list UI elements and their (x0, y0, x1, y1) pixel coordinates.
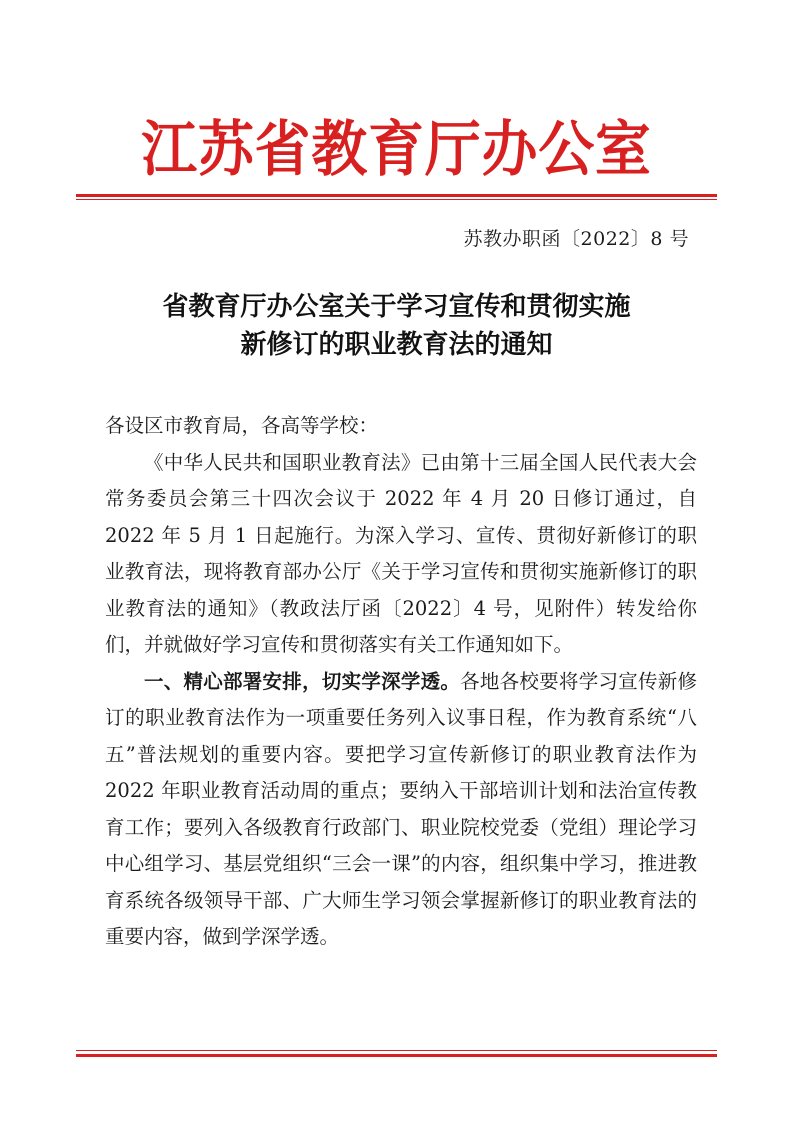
paragraph-section-1 (105, 664, 697, 956)
salutation: 各设区市教育局，各高等学校： (105, 414, 379, 437)
document-body (105, 408, 697, 956)
document-title (0, 288, 793, 364)
header-rule-thin (76, 199, 717, 200)
footer-rule-thin (76, 1050, 717, 1051)
paragraph-intro: 《中华人民共和国职业教育法》已由第十三届全国人民代表大会常务委员会第三十四次会议于 2022 年 4 月 20 日修订通过，自 2022 年 5 月 1 日起施行。为深入学习、宣传、贯彻好新修订的职业教育法，现将教育部办公厅《关于学习宣传和贯彻实施新修订的职业教育法的通知》（教政法厅函〔2022〕4 号，见附件）转发给你们，并就做好学习宣传和贯彻落实有关工作通知如下。 (105, 450, 697, 656)
document-number: 苏教办职函〔2022〕8 号 (463, 228, 689, 250)
document-title-line-1: 省教育厅办公室关于学习宣传和贯彻实施 (162, 292, 631, 322)
header-rule-thick (76, 194, 717, 197)
section-1-text: 各地各校要将学习宣传新修订的职业教育法作为一项重要任务列入议事日程，作为教育系统“八五”普法规划的重要内容。要把学习宣传新修订的职业教育法作为 2022 年职业教育活动周的重点；要纳入干部培训计划和法治宣传教育工作；要列入各级教育行政部门、职业院校党委（党组）理论学习中心组学习、基层党组织“三会一课”的内容，组织集中学习，推进教育系统各级领导干部、广大师生学习领会掌握新修订的职业教育法的重要内容，做到学深学透。 (105, 669, 697, 948)
document-title-line-2: 新修订的职业教育法的通知 (240, 330, 553, 360)
footer-rule-thick (76, 1054, 717, 1057)
issuing-agency-header: 江苏省教育厅办公室 (141, 115, 652, 185)
section-1-heading: 一、精心部署安排，切实学深学透。 (144, 669, 461, 693)
